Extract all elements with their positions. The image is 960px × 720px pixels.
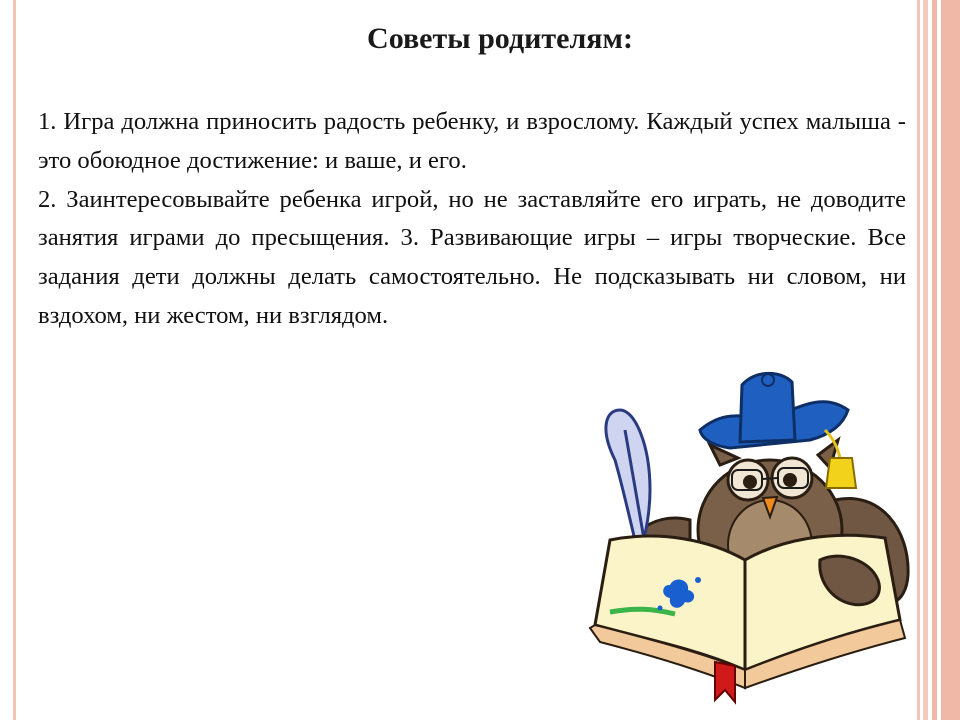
tips-text: [38, 103, 906, 336]
tip-2-3: 2. Заинтересовывайте ребенка игрой, но не заставляйте его играть, не доводите занятия играми до пресыщения. 3. Развивающие игры – игры творческие. Все задания дети должны делать самостоятельно. Не подсказывать ни словом, ни вздохом, ни жестом, ни взглядом.: [38, 185, 906, 329]
decorative-side-stripes: [923, 0, 960, 720]
frame-left-line: [13, 0, 16, 720]
owl-with-book-and-quill-icon: [580, 370, 920, 710]
slide-title: Советы родителям:: [367, 22, 633, 55]
tip-1: 1. Игра должна приносить радость ребенку, и взрослому. Каждый успех малыша - это обоюдное достижение: и ваше, и его.: [38, 108, 906, 174]
